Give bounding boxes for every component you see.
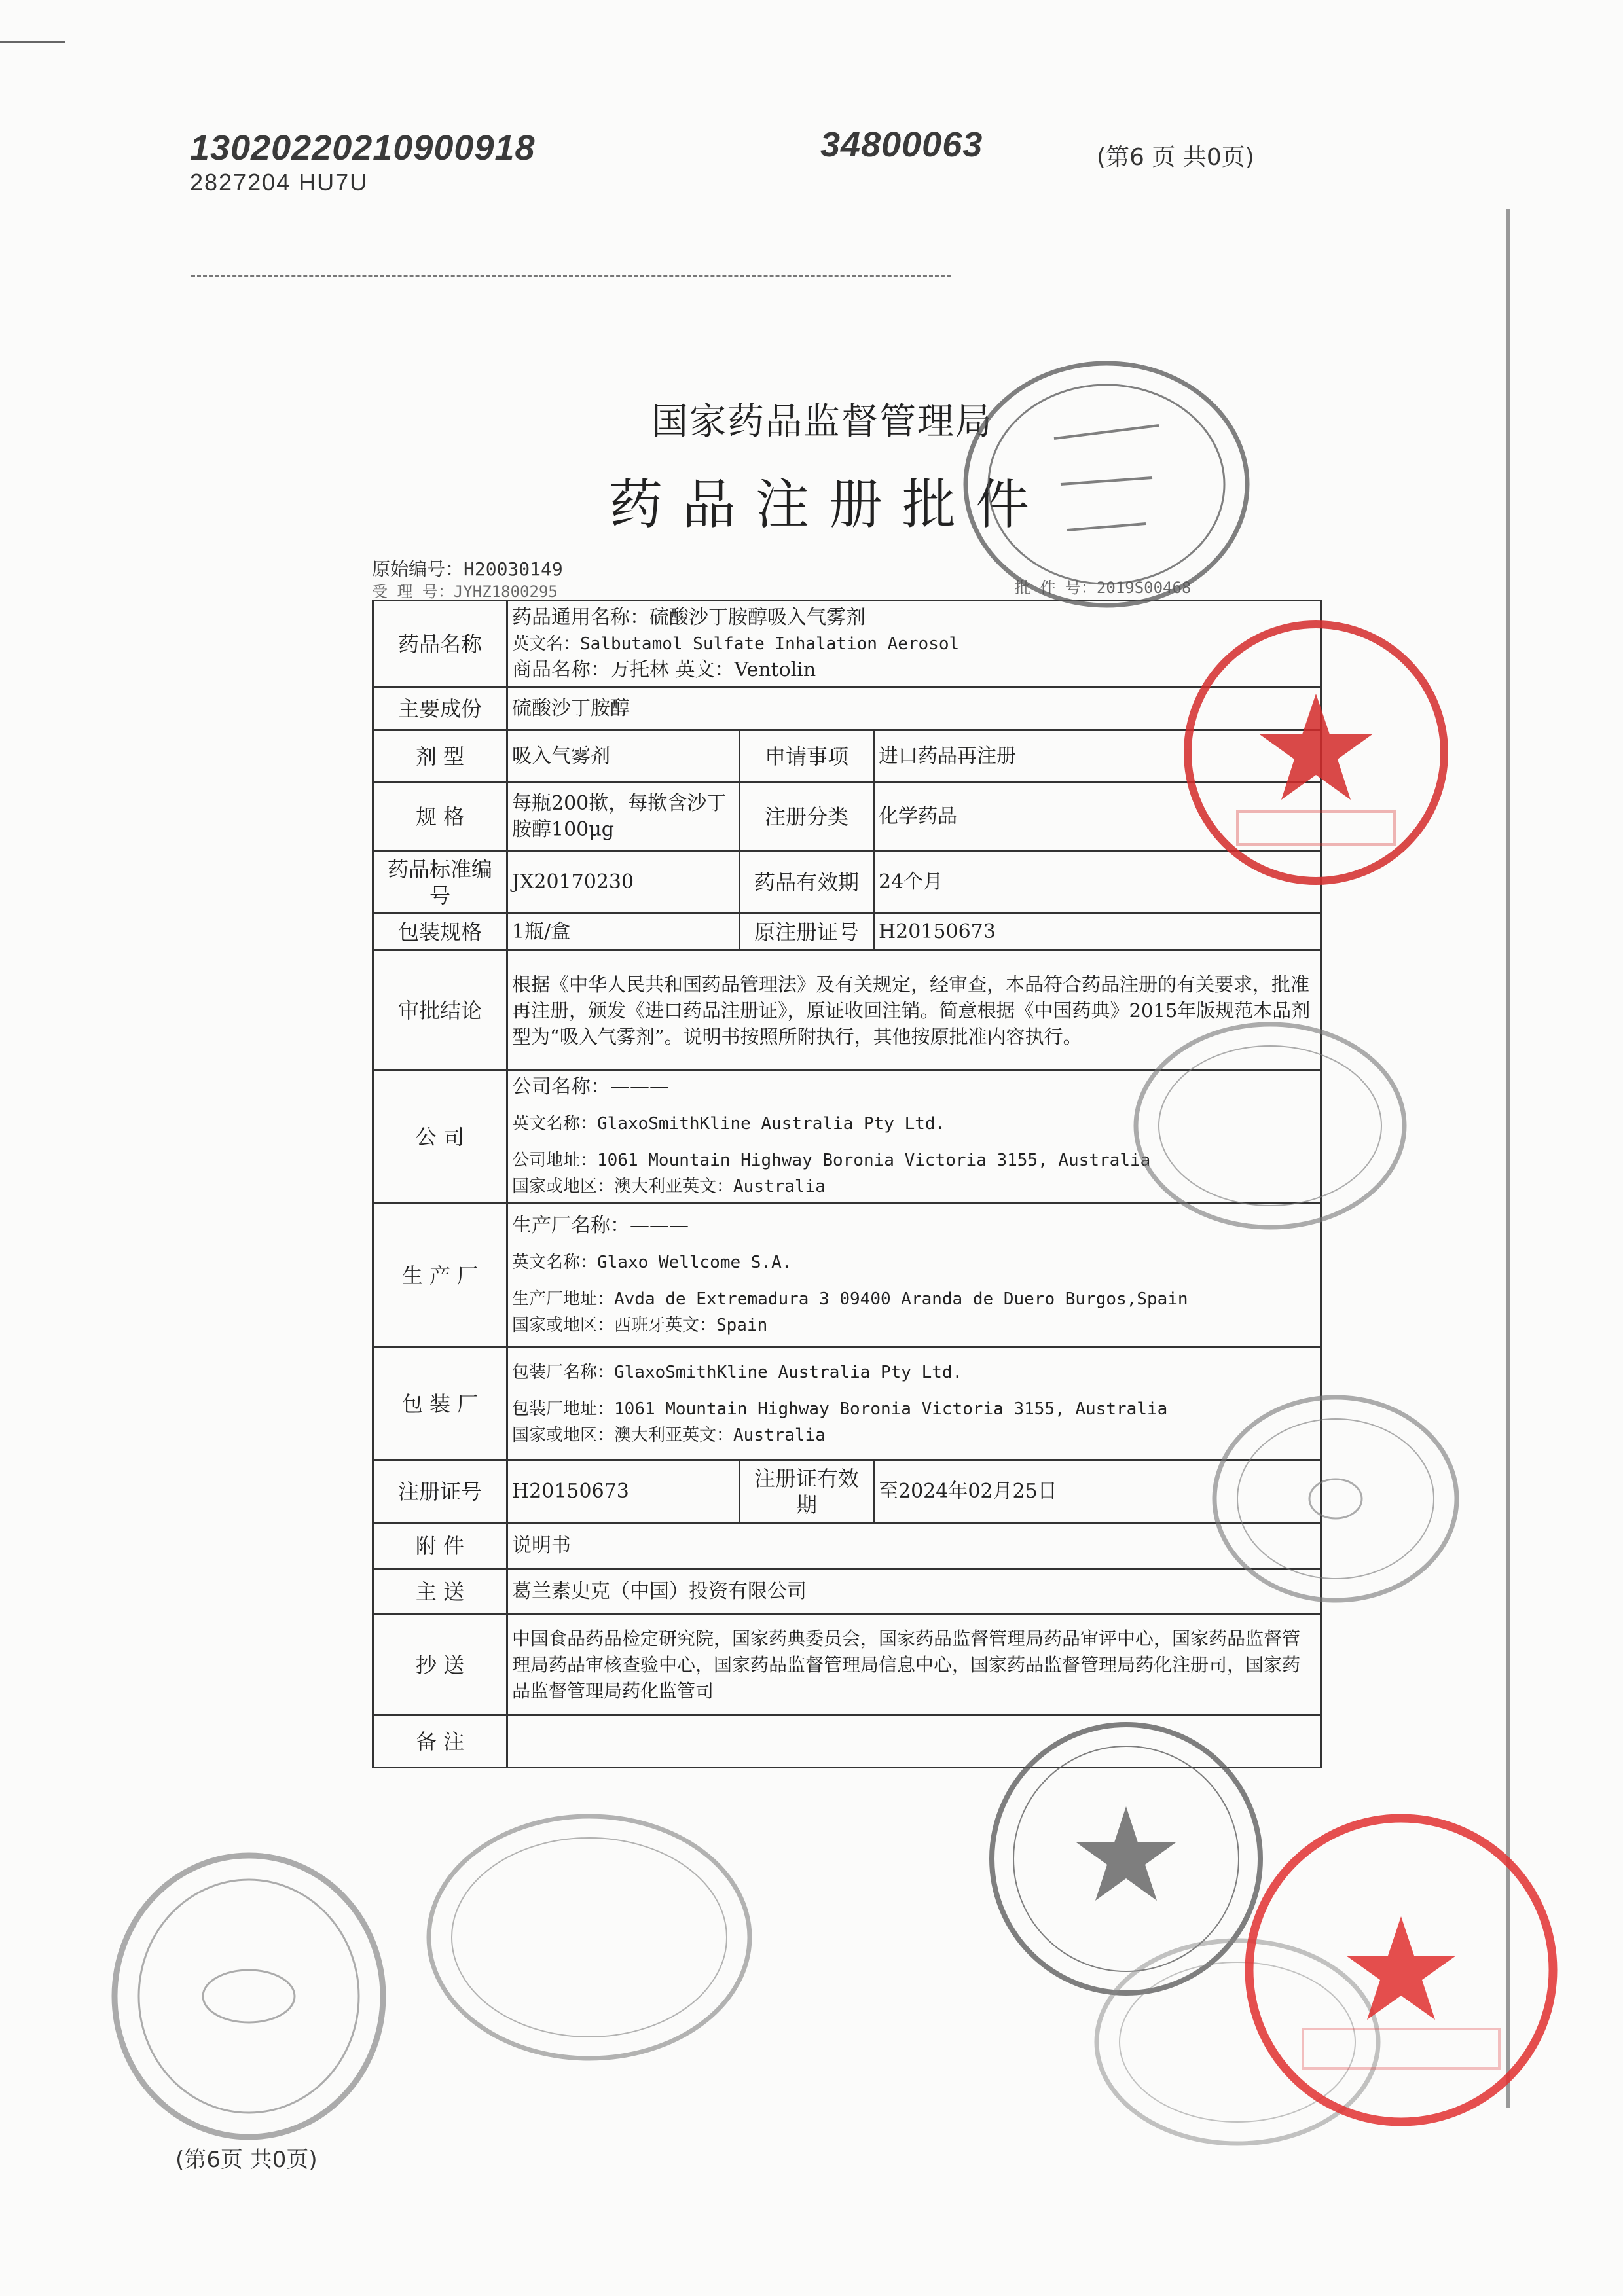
company-english: 英文名称：GlaxoSmithKline Australia Pty Ltd. [512,1114,946,1134]
packager-cell [507,1348,1321,1460]
packager-name: 包装厂名称：GlaxoSmithKline Australia Pty Ltd. [512,1362,963,1382]
chongqing-seal-mark [1249,1818,1553,2122]
label-conclusion: 审批结论 [373,950,507,1071]
manufacturer-address: 生产厂地址：Avda de Extremadura 3 09400 Aranda de Duero Burgos,Spain [512,1289,1188,1309]
application-value: 进口药品再注册 [874,730,1321,783]
table-row [373,1348,1321,1460]
orig-cert-value: H20150673 [874,914,1321,950]
label-validity: 药品有效期 [740,851,874,914]
label-attachment: 附 件 [373,1523,507,1569]
label-reg-cert: 注册证号 [373,1460,507,1523]
conclusion-value: 根据《中华人民共和国药品管理法》及有关规定，经审查，本品符合药品注册的有关要求，批准再注册，颁发《进口药品注册证》，原证收回注销。简意根据《中国药典》2015年版规范本品剂型为“吸入气雾剂”。说明书按照所附执行，其他按原批准内容执行。 [507,950,1321,1071]
dosage-form-value: 吸入气雾剂 [507,730,740,783]
sub-code: 2827204 HU7U [190,169,369,196]
header-page-note: (第6 页 共0页) [1097,144,1254,171]
left-bottom-seal-mark [115,1856,383,2137]
footer-page-note: (第6页 共0页) [175,2147,318,2173]
zhenren-seal-mark [429,1816,750,2058]
left-bottom-seal [105,1846,393,2147]
label-application: 申请事项 [740,730,874,783]
scan-dash-line [191,275,951,277]
label-reg-class: 注册分类 [740,783,874,851]
liuzhou-seal [1178,615,1453,890]
table-row [373,1615,1321,1715]
company-name: 公司名称：——— [512,1075,669,1098]
english-name: 英文名：Salbutamol Sulfate Inhalation Aerosol [512,634,960,654]
document-title: 药品注册批件 [609,474,1049,536]
label-remarks: 备 注 [373,1715,507,1768]
validity-value: 24个月 [874,851,1321,914]
label-standard: 药品标准编号 [373,851,507,914]
attachment-value: 说明书 [507,1523,1321,1569]
chongqing-seal [1237,1806,1565,2134]
manufacturer-english: 英文名称：Glaxo Wellcome S.A. [512,1252,792,1272]
zhenren-seal [419,1806,759,2068]
label-packager: 包 装 厂 [373,1348,507,1460]
manufacturer-name: 生产厂名称：——— [512,1213,689,1237]
label-spec: 规 格 [373,783,507,851]
label-main-send: 主 送 [373,1569,507,1615]
company-country: 国家或地区：澳大利亚英文：Australia [512,1177,826,1196]
gd-mid-seal [1126,1014,1414,1237]
label-cert-valid: 注册证有效期 [740,1460,874,1523]
label-orig-cert: 原注册证号 [740,914,874,950]
cc-value: 中国食品药品检定研究院，国家药典委员会，国家药品监督管理局药品审评中心，国家药品监督管理局药品审核查验中心，国家药品监督管理局信息中心，国家药品监督管理局药化注册司，国家药品监督管理局药化监管司 [507,1615,1321,1715]
standard-value: JX20170230 [507,851,740,914]
cert-valid-value: 至2024年02月25日 [874,1460,1321,1523]
reg-class-value: 化学药品 [874,783,1321,851]
packaging-value: 1瓶/盒 [507,914,740,950]
label-company: 公 司 [373,1071,507,1204]
table-row [373,1523,1321,1569]
batch-number: 批 件 号：2019S00468 [1015,579,1192,597]
packager-country: 国家或地区：澳大利亚英文：Australia [512,1425,826,1445]
label-ingredient: 主要成份 [373,687,507,730]
table-row [373,914,1321,950]
liuzhou-seal-mark [1188,624,1444,881]
company-address: 公司地址：1061 Mountain Highway Boronia Victoria 3155, Australia [512,1151,1151,1170]
label-drug-name: 药品名称 [373,601,507,687]
ingredient-value: 硫酸沙丁胺醇 [507,687,1321,730]
manufacturer-country: 国家或地区：西班牙英文：Spain [512,1315,768,1335]
gsk-seal-mark [966,363,1247,605]
spec-value: 每瓶200揿，每揿含沙丁胺醇100μg [507,783,740,851]
gsk-seal [956,353,1257,615]
label-packaging: 包装规格 [373,914,507,950]
main-send-value: 葛兰素史克（中国）投资有限公司 [507,1569,1321,1615]
table-row [373,1569,1321,1615]
barcode-number: 13020220210900918 [190,128,536,168]
gd-low-seal-mark [1214,1397,1457,1600]
trade-name: 商品名称：万托林 英文：Ventolin [512,658,816,681]
generic-name: 药品通用名称：硫酸沙丁胺醇吸入气雾剂 [512,605,866,629]
document-number: 34800063 [820,125,983,164]
acceptance-number: 受 理 号：JYHZ1800295 [372,583,558,601]
label-manufacturer: 生 产 厂 [373,1204,507,1348]
label-dosage-form: 剂 型 [373,730,507,783]
table-row [373,1460,1321,1523]
label-cc: 抄 送 [373,1615,507,1715]
packager-address: 包装厂地址：1061 Mountain Highway Boronia Victoria 3155, Australia [512,1399,1168,1419]
reg-cert-value: H20150673 [507,1460,740,1523]
original-number: 原始编号：H20030149 [372,558,563,580]
gd-low-seal [1205,1388,1467,1610]
authority-name: 国家药品监督管理局 [651,401,993,443]
gd-mid-seal-mark [1136,1024,1404,1227]
scan-mark [0,41,65,43]
